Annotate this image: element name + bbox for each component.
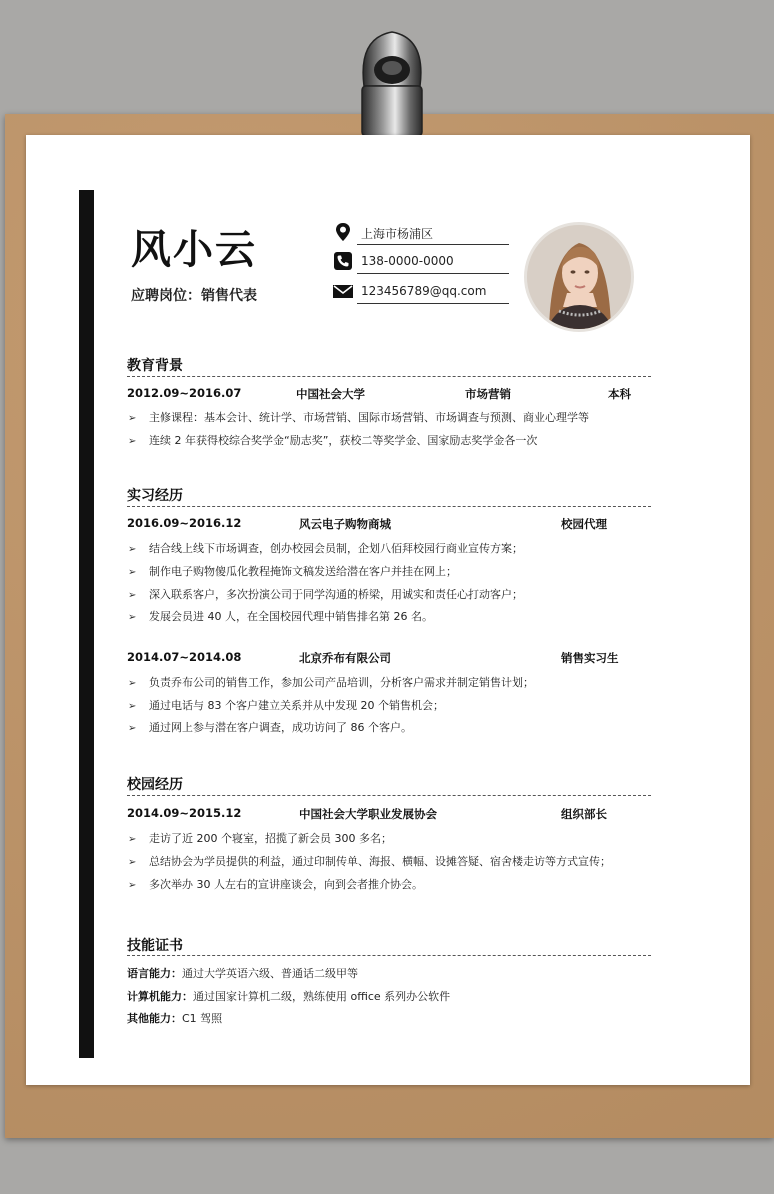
list-item: ➢ 通过网上参与潜在客户调查，成功访问了 86 个客户。 — [128, 721, 412, 734]
education-date: 2012.09~2016.07 — [127, 386, 242, 400]
section-divider — [127, 795, 651, 796]
list-item: ➢ 负责乔布公司的销售工作，参加公司产品培训，分析客户需求并制定销售计划； — [128, 676, 534, 689]
location-text: 上海市杨浦区 — [361, 227, 434, 241]
phone-icon — [333, 251, 353, 271]
position-value: 销售代表 — [201, 288, 257, 304]
list-item: ➢ 制作电子购物傻瓜化教程掩饰文稿发送给潜在客户并挂在网上； — [128, 565, 457, 578]
contact-divider — [357, 273, 509, 274]
email-text: 123456789@qq.com — [361, 284, 487, 298]
campus-date: 2014.09~2015.12 — [127, 806, 242, 820]
list-item: ➢ 深入联系客户，多次扮演公司于同学沟通的桥梁，用诚实和责任心打动客户； — [128, 588, 523, 601]
arrowhead-icon: ➢ — [128, 590, 137, 601]
arrowhead-icon: ➢ — [128, 413, 137, 424]
education-major: 市场营销 — [465, 387, 511, 401]
list-item: ➢ 多次举办 30 人左右的宣讲座谈会，向到会者推介协会。 — [128, 878, 423, 891]
portrait-icon — [527, 225, 631, 329]
map-pin-icon — [333, 222, 353, 242]
skill-line: 其他能力：C1 驾照 — [127, 1012, 223, 1025]
phone-text: 138-0000-0000 — [361, 254, 454, 268]
education-row — [127, 386, 647, 402]
campus-role: 组织部长 — [561, 807, 607, 821]
contact-divider — [357, 303, 509, 304]
campus-title: 校园经历 — [127, 777, 183, 793]
list-item: ➢ 结合线上线下市场调查，创办校园会员制，企划八佰拜校园行商业宣传方案； — [128, 542, 523, 555]
education-degree: 本科 — [608, 387, 631, 401]
skill-line: 计算机能力：通过国家计算机二级，熟练使用 office 系列办公软件 — [127, 990, 451, 1003]
envelope-icon — [333, 281, 353, 301]
campus-row — [127, 806, 647, 822]
skills-title: 技能证书 — [127, 938, 183, 954]
arrowhead-icon: ➢ — [128, 834, 137, 845]
candidate-name: 风小云 — [131, 227, 257, 273]
job-role: 销售实习生 — [561, 651, 619, 665]
arrowhead-icon: ➢ — [128, 880, 137, 891]
job-org: 北京乔布有限公司 — [299, 651, 391, 665]
list-item: ➢ 主修课程：基本会计、统计学、市场营销、国际市场营销、市场调查与预测、商业心理学等 — [128, 411, 589, 424]
arrowhead-icon: ➢ — [128, 612, 137, 623]
internship-row — [127, 650, 647, 666]
list-item: ➢ 走访了近 200 个寝室，招揽了新会员 300 多名； — [128, 832, 392, 845]
job-role: 校园代理 — [561, 517, 607, 531]
arrowhead-icon: ➢ — [128, 436, 137, 447]
arrowhead-icon: ➢ — [128, 857, 137, 868]
skill-line: 语言能力：通过大学英语六级、普通话二级甲等 — [127, 967, 358, 980]
arrowhead-icon: ➢ — [128, 567, 137, 578]
section-divider — [127, 506, 651, 507]
list-item: ➢ 连续 2 年获得校综合奖学金“励志奖”，获校二等奖学金、国家励志奖学金各一次 — [128, 434, 538, 447]
position-label: 应聘岗位： — [131, 288, 201, 304]
internship-title: 实习经历 — [127, 488, 183, 504]
list-item: ➢ 总结协会为学员提供的利益，通过印制传单、海报、横幅、设摊答疑、宿舍楼走访等方式宣传； — [128, 855, 611, 868]
education-school: 中国社会大学 — [296, 387, 365, 401]
contact-phone — [333, 249, 509, 277]
section-divider — [127, 955, 651, 956]
contact-location — [333, 220, 509, 248]
list-item: ➢ 通过电话与 83 个客户建立关系并从中发现 20 个销售机会； — [128, 699, 444, 712]
position-line — [131, 285, 257, 305]
contact-divider — [357, 244, 509, 245]
job-date: 2014.07~2014.08 — [127, 650, 242, 664]
arrowhead-icon: ➢ — [128, 678, 137, 689]
accent-bar — [79, 190, 94, 1058]
internship-row — [127, 516, 647, 532]
job-org: 风云电子购物商城 — [299, 517, 391, 531]
education-title: 教育背景 — [127, 358, 183, 374]
arrowhead-icon: ➢ — [128, 701, 137, 712]
campus-org: 中国社会大学职业发展协会 — [299, 807, 437, 821]
arrowhead-icon: ➢ — [128, 544, 137, 555]
section-divider — [127, 376, 651, 377]
contact-email — [333, 279, 509, 307]
profile-photo — [524, 222, 634, 332]
arrowhead-icon: ➢ — [128, 723, 137, 734]
list-item: ➢ 发展会员进 40 人，在全国校园代理中销售排名第 26 名。 — [128, 610, 433, 623]
job-date: 2016.09~2016.12 — [127, 516, 242, 530]
